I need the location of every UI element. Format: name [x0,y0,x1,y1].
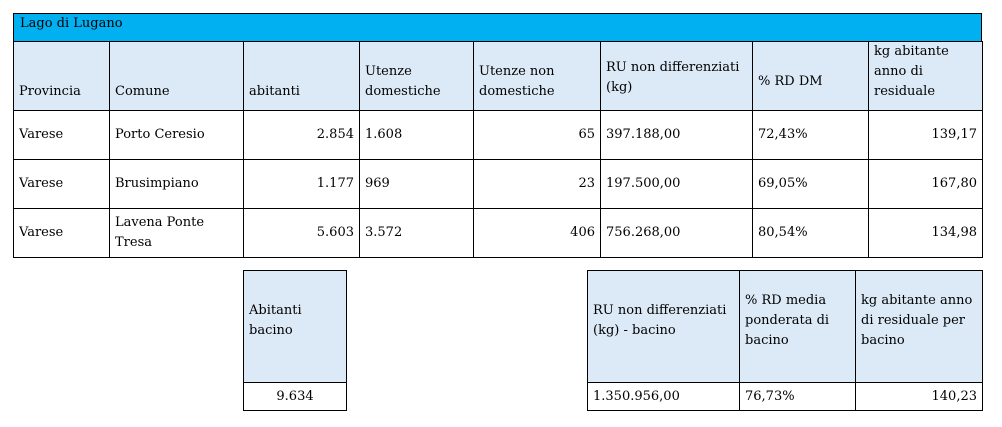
table-row [14,209,983,258]
col-header-rd: % RD DM [753,42,869,111]
col-header-ru: RU non differenziati (kg) [601,42,753,111]
kg-bacino-value: 140,23 [856,383,983,411]
col-header-utenze-domestiche: Utenze domestiche [360,42,474,111]
abitanti-summary-table [243,270,347,411]
cell-utenze-domestiche: 3.572 [360,209,474,258]
cell-abitanti: 2.854 [244,111,360,160]
col-header-provincia: Provincia [14,42,110,111]
cell-provincia: Varese [14,160,110,209]
col-header-abitanti: abitanti [244,42,360,111]
cell-rd: 69,05% [753,160,869,209]
cell-provincia: Varese [14,111,110,160]
cell-kg: 134,98 [869,209,983,258]
title-text: Lago di Lugano [20,16,123,31]
ru-bacino-label: RU non differenziati (kg) - bacino [588,271,740,383]
bacino-summary-table [587,270,983,411]
cell-utenze-non-domestiche: 65 [474,111,601,160]
cell-utenze-non-domestiche: 23 [474,160,601,209]
cell-ru: 756.268,00 [601,209,753,258]
abitanti-bacino-label: Abitanti bacino [244,271,347,383]
cell-rd: 80,54% [753,209,869,258]
abitanti-bacino-value: 9.634 [244,383,347,411]
cell-comune: Brusimpiano [110,160,244,209]
table-row [14,111,983,160]
main-table [13,41,983,258]
cell-utenze-domestiche: 969 [360,160,474,209]
cell-ru: 197.500,00 [601,160,753,209]
table-title [13,13,982,41]
kg-bacino-label: kg abitante anno di residuale per bacino [856,271,983,383]
cell-comune: Lavena Ponte Tresa [110,209,244,258]
cell-kg: 167,80 [869,160,983,209]
table-row [14,160,983,209]
col-header-kg: kg abitante anno di residuale [869,42,983,111]
cell-provincia: Varese [14,209,110,258]
cell-rd: 72,43% [753,111,869,160]
cell-kg: 139,17 [869,111,983,160]
header-row [14,42,983,111]
cell-abitanti: 1.177 [244,160,360,209]
cell-utenze-non-domestiche: 406 [474,209,601,258]
cell-comune: Porto Ceresio [110,111,244,160]
col-header-utenze-non-domestiche: Utenze non domestiche [474,42,601,111]
cell-utenze-domestiche: 1.608 [360,111,474,160]
cell-ru: 397.188,00 [601,111,753,160]
cell-abitanti: 5.603 [244,209,360,258]
ru-bacino-value: 1.350.956,00 [588,383,740,411]
rd-bacino-value: 76,73% [740,383,856,411]
col-header-comune: Comune [110,42,244,111]
rd-bacino-label: % RD media ponderata di bacino [740,271,856,383]
